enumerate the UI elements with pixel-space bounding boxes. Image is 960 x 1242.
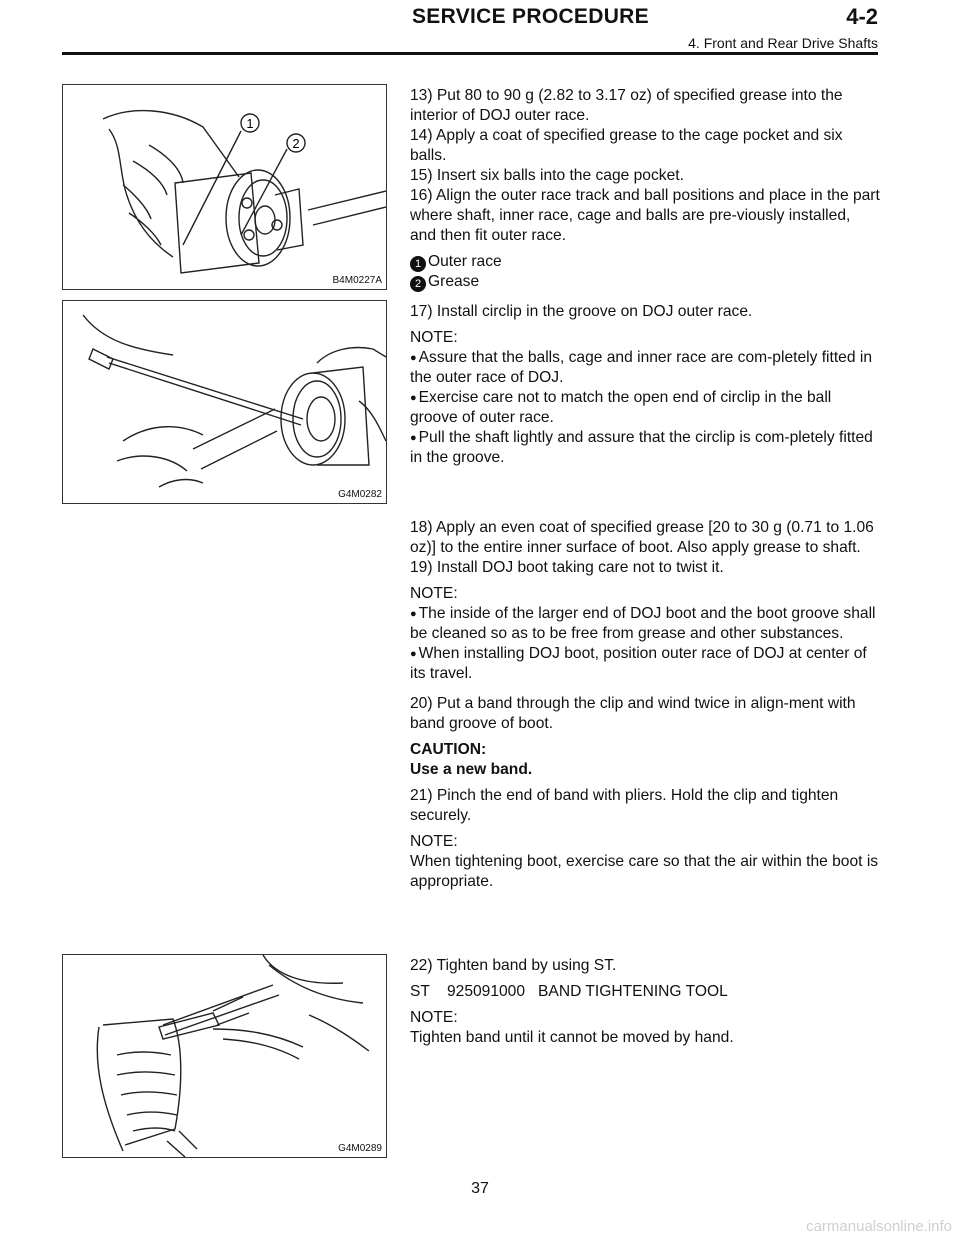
step-21: 21) Pinch the end of band with pliers. Hold the clip and tighten securely. — [410, 787, 839, 824]
legend-number: 1 — [410, 256, 426, 272]
section-number: 4-2 — [846, 4, 878, 29]
page-header-title: SERVICE PROCEDURE — [412, 5, 649, 28]
legend-item — [410, 252, 880, 272]
step-15: 15) Insert six balls into the cage pocket. — [410, 167, 684, 184]
step-14: 14) Apply a coat of specified grease to the cage pocket and six balls. — [410, 127, 843, 164]
callout-1 — [241, 114, 259, 132]
note-text: When tightening boot, exercise care so that the air within the boot is appropriate. — [410, 853, 879, 890]
figure-band-tightening — [62, 954, 387, 1158]
figure-id: G4M0289 — [338, 1143, 382, 1154]
note-label: NOTE: — [410, 585, 458, 602]
note-bullet: ● The inside of the larger end of DOJ boot and the boot groove shall be cleaned so as to be free from grease and other substances. — [410, 604, 880, 644]
illustration-band-tool — [63, 955, 386, 1157]
note-bullet: ● Assure that the balls, cage and inner race are com-pletely fitted in the outer race of DOJ. — [410, 348, 880, 388]
callout-2-label: 2 — [292, 136, 300, 151]
special-tool: ST 925091000 BAND TIGHTENING TOOL — [410, 983, 728, 1000]
legend-number: 2 — [410, 276, 426, 292]
step-20: 20) Put a band through the clip and wind twice in align-ment with band groove of boot. — [410, 695, 856, 732]
step-13: 13) Put 80 to 90 g (2.82 to 3.17 oz) of specified grease into the interior of DOJ outer race. — [410, 87, 843, 124]
callout-2 — [287, 134, 305, 152]
legend-text: Grease — [428, 273, 480, 290]
caution-label: CAUTION: — [410, 741, 487, 758]
section-subtitle: 4. Front and Rear Drive Shafts — [688, 35, 878, 51]
caution-text: Use a new band. — [410, 761, 533, 778]
note-bullet: ● Pull the shaft lightly and assure that the circlip is com-pletely fitted in the groove. — [410, 428, 880, 468]
step-19: 19) Install DOJ boot taking care not to twist it. — [410, 559, 724, 576]
illustration-grease-outer-race — [63, 85, 386, 289]
note-label: NOTE: — [410, 833, 458, 850]
step-17-block — [410, 302, 880, 468]
step-22-block — [410, 956, 880, 1048]
step-22: 22) Tighten band by using ST. — [410, 957, 617, 974]
steps-13-16 — [410, 86, 880, 292]
figure-id: G4M0282 — [338, 489, 382, 500]
figure-doj-outer-race — [62, 84, 387, 290]
figure-circlip-install — [62, 300, 387, 504]
callout-1-label: 1 — [246, 116, 254, 131]
illustration-circlip — [63, 301, 386, 503]
legend-text: Outer race — [428, 253, 502, 270]
note-text: Tighten band until it cannot be moved by hand. — [410, 1029, 734, 1046]
note-label: NOTE: — [410, 1009, 458, 1026]
note-bullet: ● When installing DOJ boot, position outer race of DOJ at center of its travel. — [410, 644, 880, 684]
step-18: 18) Apply an even coat of specified grease [20 to 30 g (0.71 to 1.06 oz)] to the entire inner surface of boot. Also apply grease to shaft. — [410, 519, 874, 556]
step-16: 16) Align the outer race track and ball positions and place in the part where shaft, inner race, cage and balls are pre-viously installed, and then fit outer race. — [410, 187, 880, 244]
note-bullet: ● Exercise care not to match the open end of circlip in the ball groove of outer race. — [410, 388, 880, 428]
header-rule — [62, 52, 878, 55]
watermark: carmanualsonline.info — [806, 1218, 952, 1235]
step-17: 17) Install circlip in the groove on DOJ outer race. — [410, 303, 753, 320]
note-label: NOTE: — [410, 329, 458, 346]
steps-18-21 — [410, 518, 880, 892]
page-number: 37 — [471, 1180, 489, 1197]
legend-item — [410, 272, 880, 292]
figure-id: B4M0227A — [332, 275, 382, 286]
